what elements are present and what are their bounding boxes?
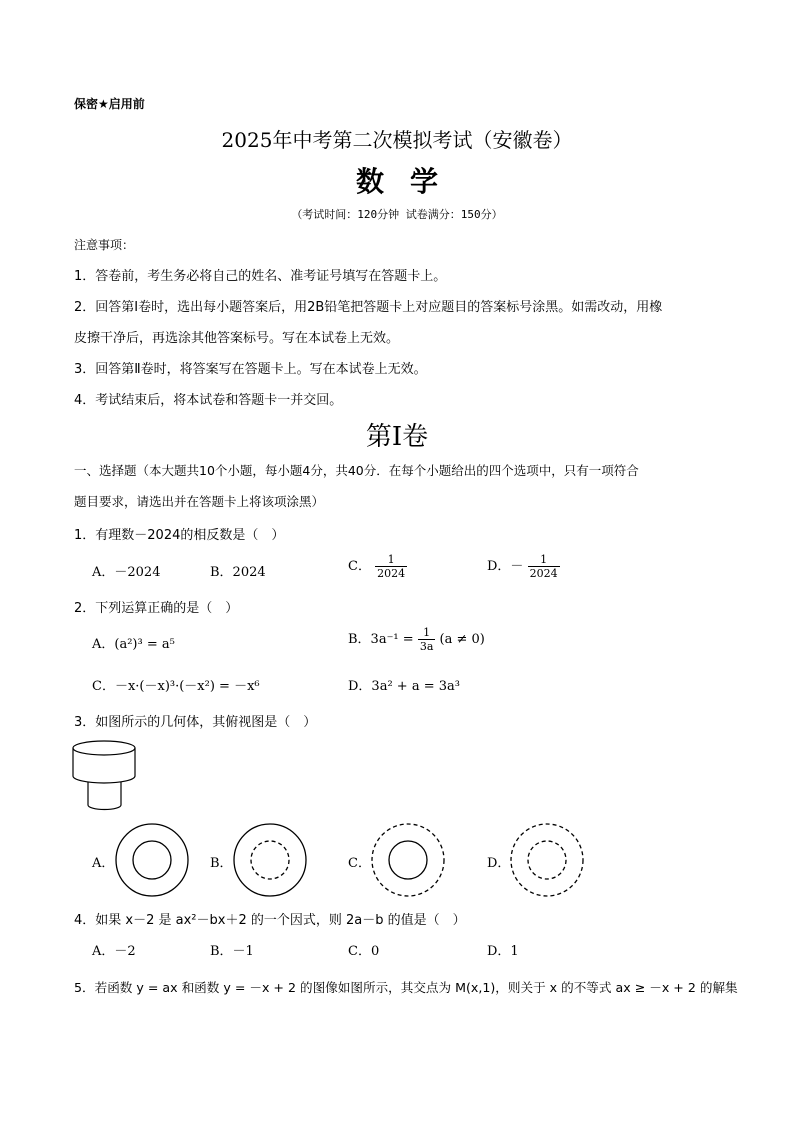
note-item: 4．考试结束后，将本试卷和答题卡一并交回。 xyxy=(74,393,343,408)
part1-heading-cont: 题目要求，请选出并在答题卡上将该项涂黑） xyxy=(74,494,325,509)
question-1-stem: 1．有理数－2024的相反数是（ ） xyxy=(74,528,285,543)
q4-option-c[interactable]: C．0 xyxy=(348,944,380,959)
q2-option-c[interactable]: C．－x·(－x)³·(－x²) = －x⁶ xyxy=(92,679,260,694)
exam-title: 2025年中考第二次模拟考试（安徽卷） xyxy=(221,128,573,152)
q2-option-b[interactable] xyxy=(348,626,485,653)
q1-option-d[interactable] xyxy=(487,553,560,580)
section-title: 第Ⅰ卷 xyxy=(365,422,429,452)
q1-option-d-fraction xyxy=(528,553,560,580)
q4-option-a[interactable]: A．－2 xyxy=(92,944,136,959)
q1-option-c-label: C． xyxy=(348,559,371,574)
q3-option-a-figure[interactable] xyxy=(114,822,190,898)
q2-option-a[interactable]: A．(a²)³ = a⁵ xyxy=(92,637,175,652)
fraction-denominator: 3a xyxy=(419,640,434,653)
geometric-solid-figure xyxy=(70,738,150,822)
exam-info: （考试时间：120分钟 试卷满分：150分） xyxy=(291,208,503,221)
question-4-stem: 4．如果 x－2 是 ax²－bx＋2 的一个因式，则 2a－b 的值是（ ） xyxy=(74,913,466,928)
q2-option-b-label: B．3a⁻¹ = xyxy=(348,632,414,647)
q3-option-c-label[interactable]: C． xyxy=(348,856,371,871)
q3-option-d-figure[interactable] xyxy=(509,822,585,898)
q4-option-b[interactable]: B．－1 xyxy=(210,944,254,959)
fraction-denominator: 2024 xyxy=(529,567,558,580)
q1-option-c[interactable] xyxy=(348,553,407,580)
q3-option-a-label[interactable]: A． xyxy=(92,856,115,871)
q2-option-d[interactable]: D．3a² + a = 3a³ xyxy=(348,679,460,694)
q2-option-b-fraction xyxy=(418,626,436,653)
note-item: 3．回答第Ⅱ卷时，将答案写在答题卡上。写在本试卷上无效。 xyxy=(74,362,427,377)
q3-option-d-label[interactable]: D． xyxy=(487,856,511,871)
q4-option-d[interactable]: D．1 xyxy=(487,944,519,959)
q1-option-a[interactable]: A．－2024 xyxy=(92,565,161,580)
notes-heading: 注意事项： xyxy=(74,238,135,252)
question-5-stem: 5．若函数 y = ax 和函数 y = －x + 2 的图像如图所示，其交点为 M(x,1)，则关于 x 的不等式 ax ≥ －x + 2 的解集 xyxy=(74,980,738,995)
question-3-stem: 3．如图所示的几何体，其俯视图是（ ） xyxy=(74,715,317,730)
q3-option-b-figure[interactable] xyxy=(232,822,308,898)
fraction-denominator: 2024 xyxy=(377,567,406,580)
fraction-numerator: 1 xyxy=(387,553,395,566)
fraction-numerator: 1 xyxy=(423,626,431,639)
confidential-label: 保密★启用前 xyxy=(74,97,145,111)
q3-option-b-label[interactable]: B． xyxy=(210,856,233,871)
q3-option-c-figure[interactable] xyxy=(370,822,446,898)
subject-title: 数学 xyxy=(355,165,464,198)
q1-option-b[interactable]: B．2024 xyxy=(210,565,266,580)
note-item: 皮擦干净后，再选涂其他答案标号。写在本试卷上无效。 xyxy=(74,331,400,346)
part1-heading: 一、选择题（本大题共10个小题，每小题4分，共40分．在每个小题给出的四个选项中，只有一项符合 xyxy=(74,463,639,478)
question-2-stem: 2．下列运算正确的是（ ） xyxy=(74,601,239,616)
q1-option-c-fraction xyxy=(375,553,407,580)
note-item: 1．答卷前，考生务必将自己的姓名、准考证号填写在答题卡上。 xyxy=(74,269,447,284)
q1-option-d-label: D．－ xyxy=(487,559,524,574)
note-item: 2．回答第Ⅰ卷时，选出每小题答案后，用2B铅笔把答题卡上对应题目的答案标号涂黑。如需改动，用橡 xyxy=(74,300,663,315)
fraction-numerator: 1 xyxy=(540,553,548,566)
q2-option-b-condition: (a ≠ 0) xyxy=(439,632,485,647)
